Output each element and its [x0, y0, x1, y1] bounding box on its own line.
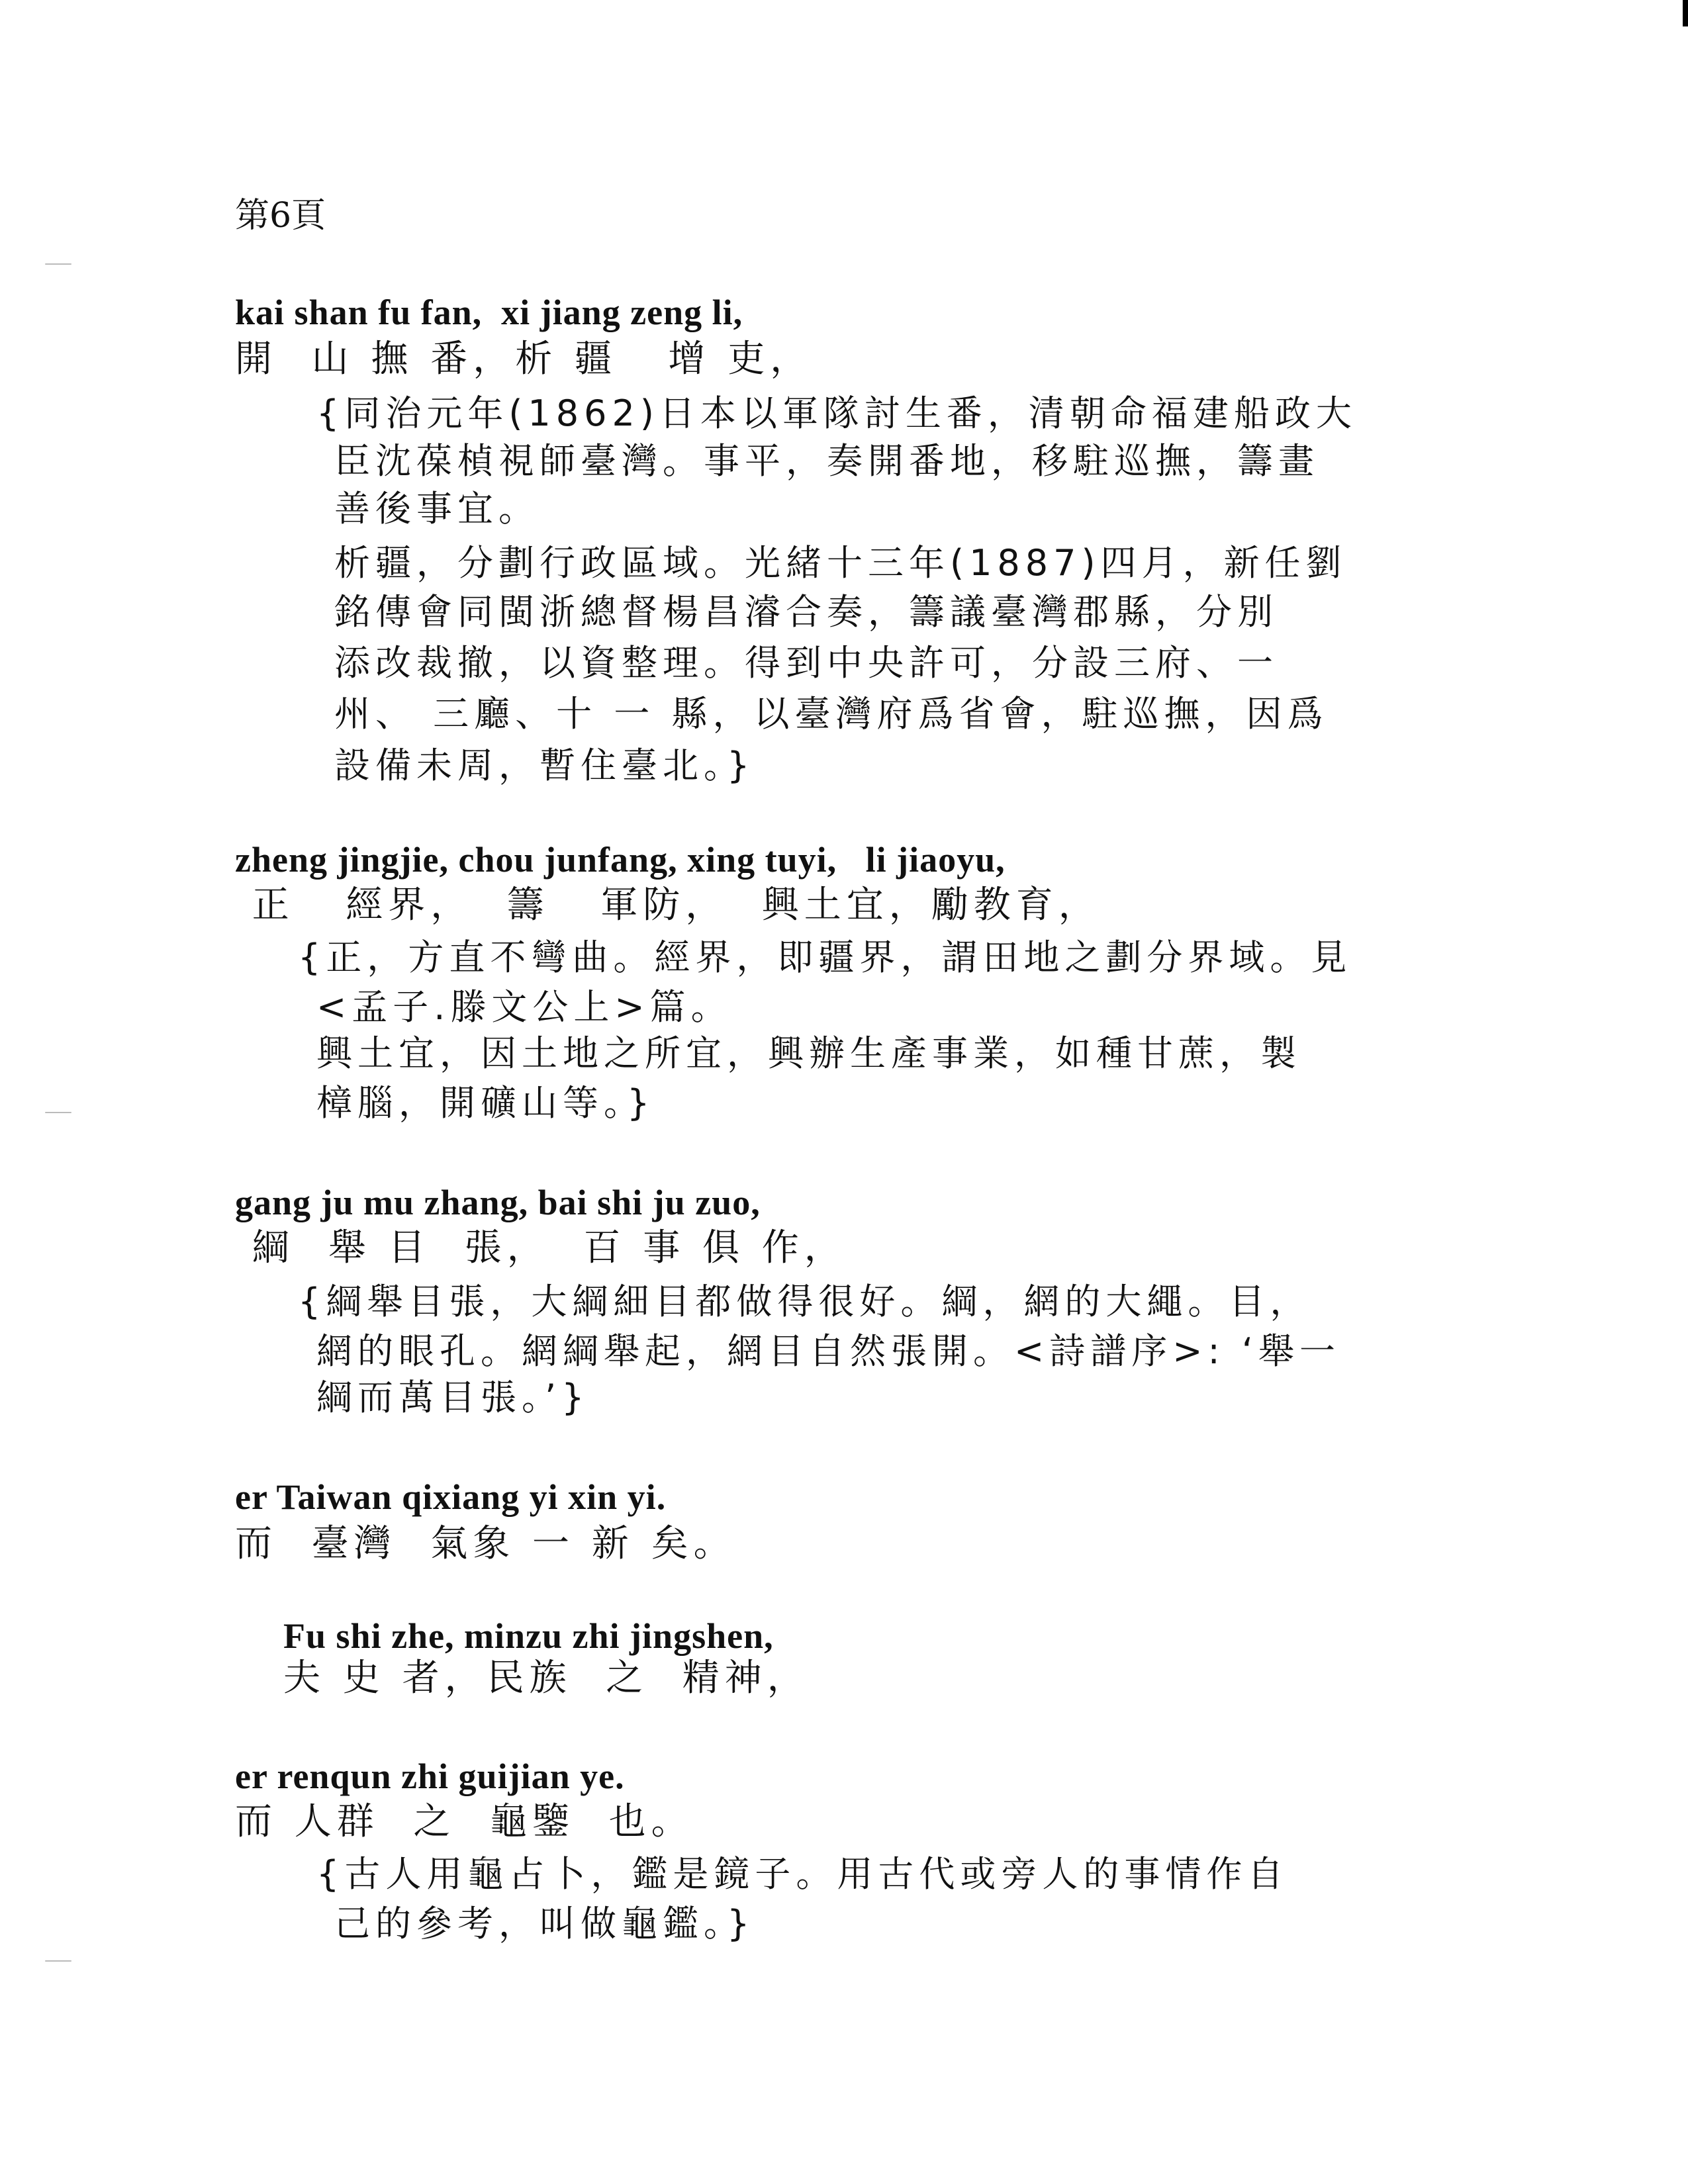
annotation-line: 臣沈葆楨視師臺灣。事平，奏開番地，移駐巡撫，籌畫 [334, 440, 1319, 482]
annotation-line: 綱而萬目張。’} [316, 1377, 590, 1418]
pinyin-line: zheng jingjie, chou junfang, xing tuyi, li jiaoyu, [235, 840, 1006, 880]
annotation-line: 銘傳會同閩浙總督楊昌濬合奏，籌議臺灣郡縣，分別 [334, 591, 1278, 633]
pinyin-line: er Taiwan qixiang yi xin yi. [235, 1477, 667, 1517]
annotation-line: 善後事宜。 [334, 488, 539, 529]
annotation-line: 網的眼孔。網綱舉起，網目自然張開。<詩譜序>: ‘舉一 [316, 1330, 1341, 1372]
annotation-line: 州、 三廳、十 一 縣，以臺灣府爲省會，駐巡撫，因爲 [334, 693, 1329, 735]
annotation-line: {同治元年(1862)日本以軍隊討生番，清朝命福建船政大 [316, 392, 1357, 434]
hanzi-line: 開 山 撫 番，析 疆 增 吏， [235, 338, 813, 381]
annotation-line: 興土宜，因土地之所宜，興辦生產事業，如種甘蔗，製 [316, 1032, 1301, 1074]
pinyin-line: kai shan fu fan, xi jiang zeng li, [235, 293, 743, 332]
annotation-line: 樟腦，開礦山等。} [316, 1082, 655, 1124]
scan-mark [45, 1960, 71, 1962]
hanzi-line: 夫 史 者，民族 之 精神， [283, 1657, 810, 1700]
annotation-line: 設備未周，暫住臺北。} [334, 745, 755, 786]
scan-mark [45, 1112, 71, 1113]
annotation-line: {正，方直不彎曲。經界，即疆界，謂田地之劃分界域。見 [298, 936, 1352, 978]
annotation-line: 添改裁撤，以資整理。得到中央許可，分設三府、一 [334, 642, 1278, 684]
hanzi-line: 正 經界， 籌 軍防， 興土宜，勵教育， [235, 884, 1101, 927]
annotation-line: {綱舉目張，大綱細目都做得很好。綱，網的大繩。目， [298, 1281, 1311, 1322]
pinyin-line: gang ju mu zhang, bai shi ju zuo, [235, 1183, 761, 1222]
pinyin-line: er renqun zhi guijian ye. [235, 1756, 625, 1796]
hanzi-line: 而 人群 之 龜鑒 也。 [235, 1800, 694, 1843]
page-edge-mark [1683, 0, 1688, 26]
hanzi-line: 而 臺灣 氣象 一 新 矣。 [235, 1522, 736, 1565]
hanzi-line: 綱 舉 目 張， 百 事 俱 作， [235, 1226, 847, 1269]
annotation-line: <孟子.滕文公上>篇。 [316, 986, 732, 1028]
annotation-line: 己的參考，叫做龜鑑。} [334, 1903, 755, 1944]
annotation-line: 析疆，分劃行政區域。光緒十三年(1887)四月，新任劉 [334, 542, 1347, 584]
pinyin-line: Fu shi zhe, minzu zhi jingshen, [283, 1616, 774, 1656]
page-number: 第6頁 [235, 196, 326, 236]
scan-mark [45, 263, 71, 265]
annotation-line: {古人用龜占卜，鑑是鏡子。用古代或旁人的事情作自 [316, 1853, 1289, 1895]
